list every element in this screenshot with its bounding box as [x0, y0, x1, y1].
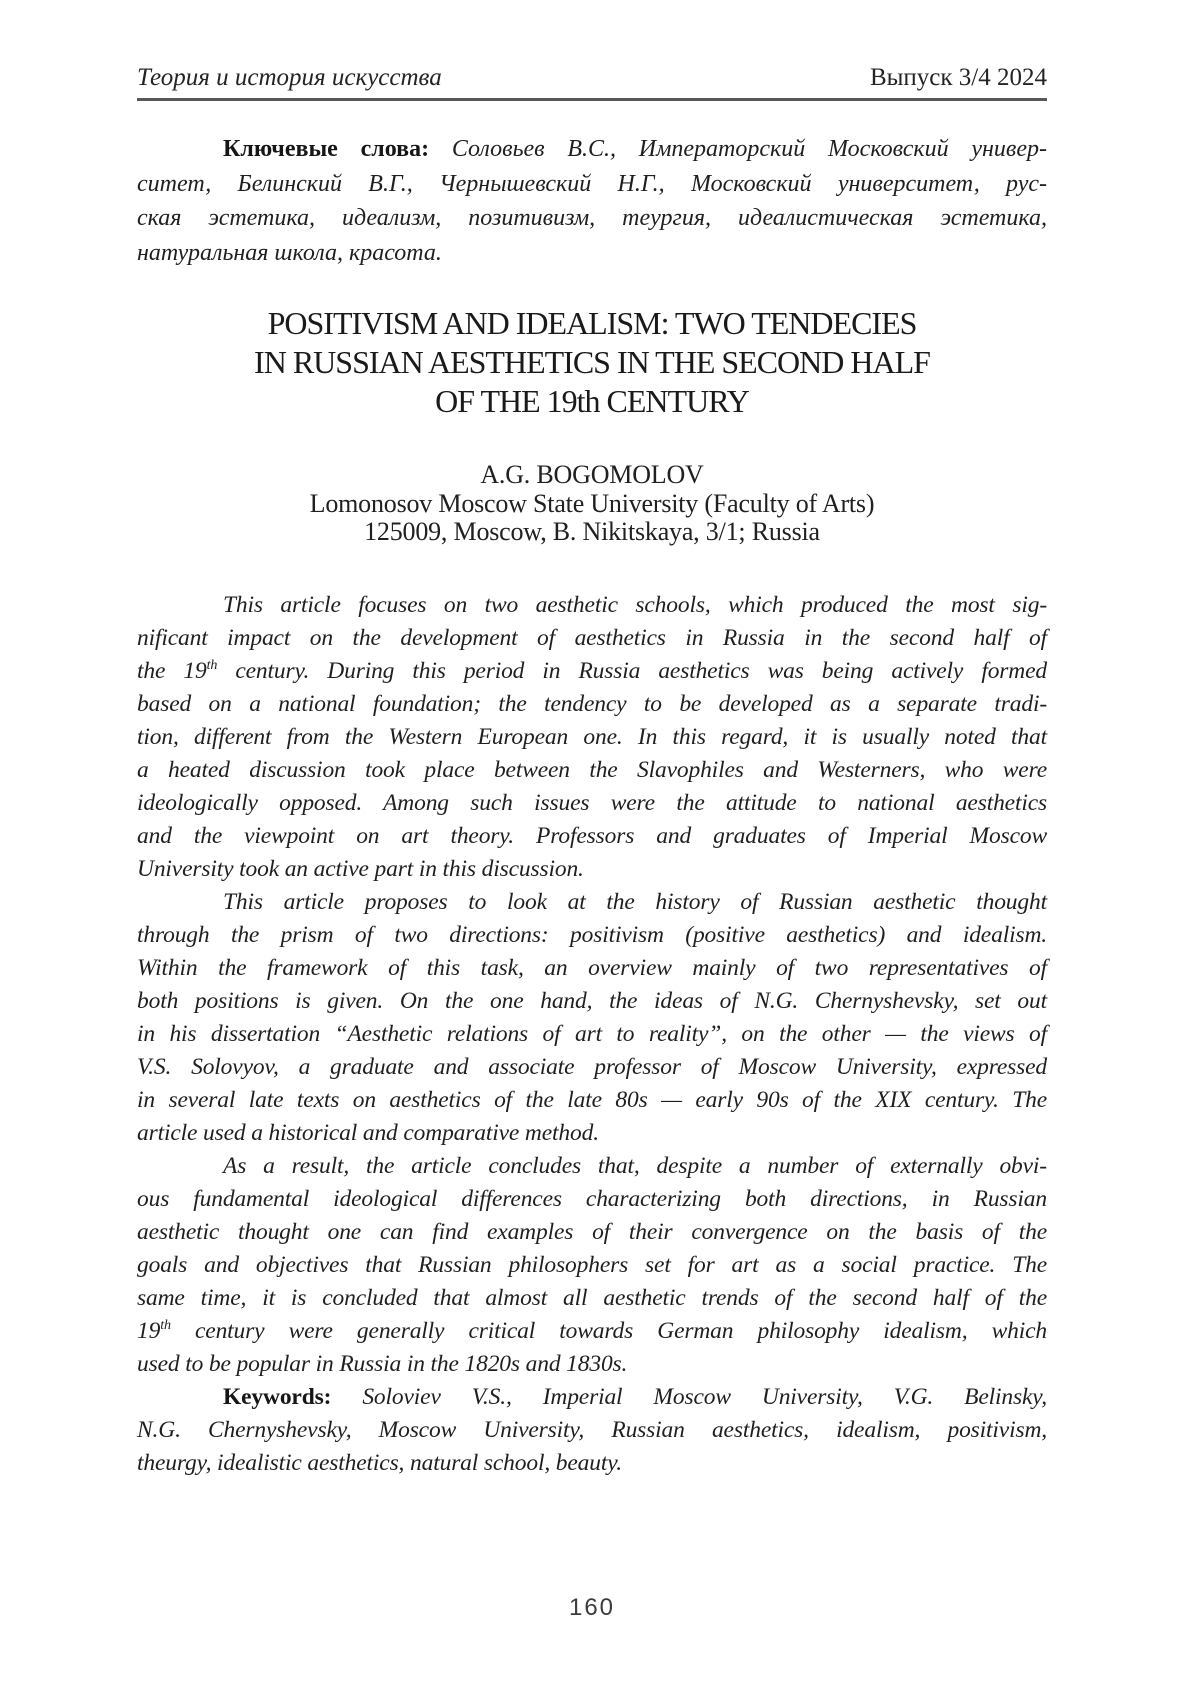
page-content	[137, 0, 1047, 1480]
text-line: the 19th century. During this period in Russia aesthetics was being actively formed	[137, 656, 1047, 684]
text-line: N.G. Chernyshevsky, Moscow University, Russian aesthetics, idealism, positivism,	[137, 1416, 1047, 1443]
text-line: nificant impact on the development of aesthetics in Russia in the second half of	[137, 624, 1047, 651]
text-line: ситет, Белинский В.Г., Чернышевский Н.Г., Московский университет, рус-	[137, 170, 1047, 197]
text-line: Ключевые слова: Соловьев В.С., Императорский Московский универ-	[223, 136, 1047, 162]
running-header	[137, 0, 1047, 93]
page-number: 160	[568, 1594, 616, 1621]
title-line-1: POSITIVISM AND IDEALISM: TWO TENDECIES	[267, 305, 917, 341]
text-line: used to be popular in Russia in the 1820s and 1830s.	[137, 1350, 628, 1377]
text-line: through the prism of two directions: positivism (positive aesthetics) and idealism.	[137, 921, 1047, 948]
issue-label: Выпуск 3/4 2024	[869, 64, 1047, 91]
author-affiliation: Lomonosov Moscow State University (Faculty of Arts)	[309, 488, 875, 518]
text-line: article used a historical and comparative method.	[137, 1119, 599, 1146]
text-line: both positions is given. On the one hand, the ideas of N.G. Chernyshevsky, set out	[137, 987, 1047, 1014]
text-line: same time, it is concluded that almost all aesthetic trends of the second half of the	[137, 1284, 1047, 1311]
text-line: This article proposes to look at the history of Russian aesthetic thought	[223, 888, 1047, 915]
keywords-en-paragraph	[137, 1381, 1047, 1480]
text-line: based on a national foundation; the tendency to be developed as a separate tradi-	[137, 690, 1047, 717]
article-title	[137, 304, 1047, 421]
text-line: in several late texts on aesthetics of the late 80s — early 90s of the XIX century. The	[137, 1086, 1047, 1113]
text-line: Keywords: Soloviev V.S., Imperial Moscow University, V.G. Belinsky,	[223, 1383, 1047, 1410]
text-line: a heated discussion took place between the Slavophiles and Westerners, who were	[137, 756, 1047, 783]
text-line: натуральная школа, красота.	[137, 239, 442, 266]
text-line: ideologically opposed. Among such issues were the attitude to national aesthetics	[137, 789, 1047, 816]
paragraph-lead: Keywords:	[223, 1383, 332, 1410]
journal-section-title: Теория и история искусства	[137, 64, 442, 91]
text-line: As a result, the article concludes that, despite a number of externally obvi-	[223, 1152, 1047, 1179]
keywords-ru-paragraph	[137, 132, 1047, 270]
text-line: aesthetic thought one can find examples of their convergence on the basis of the	[137, 1218, 1047, 1245]
author-name: A.G. BOGOMOLOV	[480, 460, 704, 489]
text-line: in his dissertation “Aesthetic relations of art to reality”, on the other — the views of	[137, 1020, 1047, 1047]
title-line-2: IN RUSSIAN AESTHETICS IN THE SECOND HALF	[254, 344, 930, 380]
text-line: and the viewpoint on art theory. Professors and graduates of Imperial Moscow	[137, 822, 1047, 849]
text-line: 19th century were generally critical towards German philosophy idealism, which	[137, 1316, 1047, 1344]
text-line: Within the framework of this task, an overview mainly of two representatives of	[137, 954, 1047, 981]
header-rule	[137, 98, 1047, 101]
text-line: This article focuses on two aesthetic schools, which produced the most sig-	[223, 591, 1047, 618]
text-line: goals and objectives that Russian philosophers set for art as a social practice. The	[137, 1251, 1047, 1278]
paragraph-lead: Ключевые слова:	[223, 136, 430, 162]
text-line: V.S. Solovyov, a graduate and associate professor of Moscow University, expressed	[137, 1053, 1047, 1080]
text-line: ская эстетика, идеализм, позитивизм, теургия, идеалистическая эстетика,	[137, 205, 1047, 231]
title-line-3: OF THE 19th CENTURY	[435, 383, 749, 419]
text-line: theurgy, idealistic aesthetics, natural school, beauty.	[137, 1449, 622, 1476]
text-line: tion, different from the Western European one. In this regard, it is usually noted that	[137, 723, 1047, 750]
text-line: University took an active part in this discussion.	[137, 855, 584, 882]
author-block	[137, 461, 1047, 547]
author-address: 125009, Moscow, B. Nikitskaya, 3/1; Russia	[364, 517, 820, 546]
abstract	[137, 589, 1047, 1381]
text-line: ous fundamental ideological differences characterizing both directions, in Russian	[137, 1185, 1047, 1212]
